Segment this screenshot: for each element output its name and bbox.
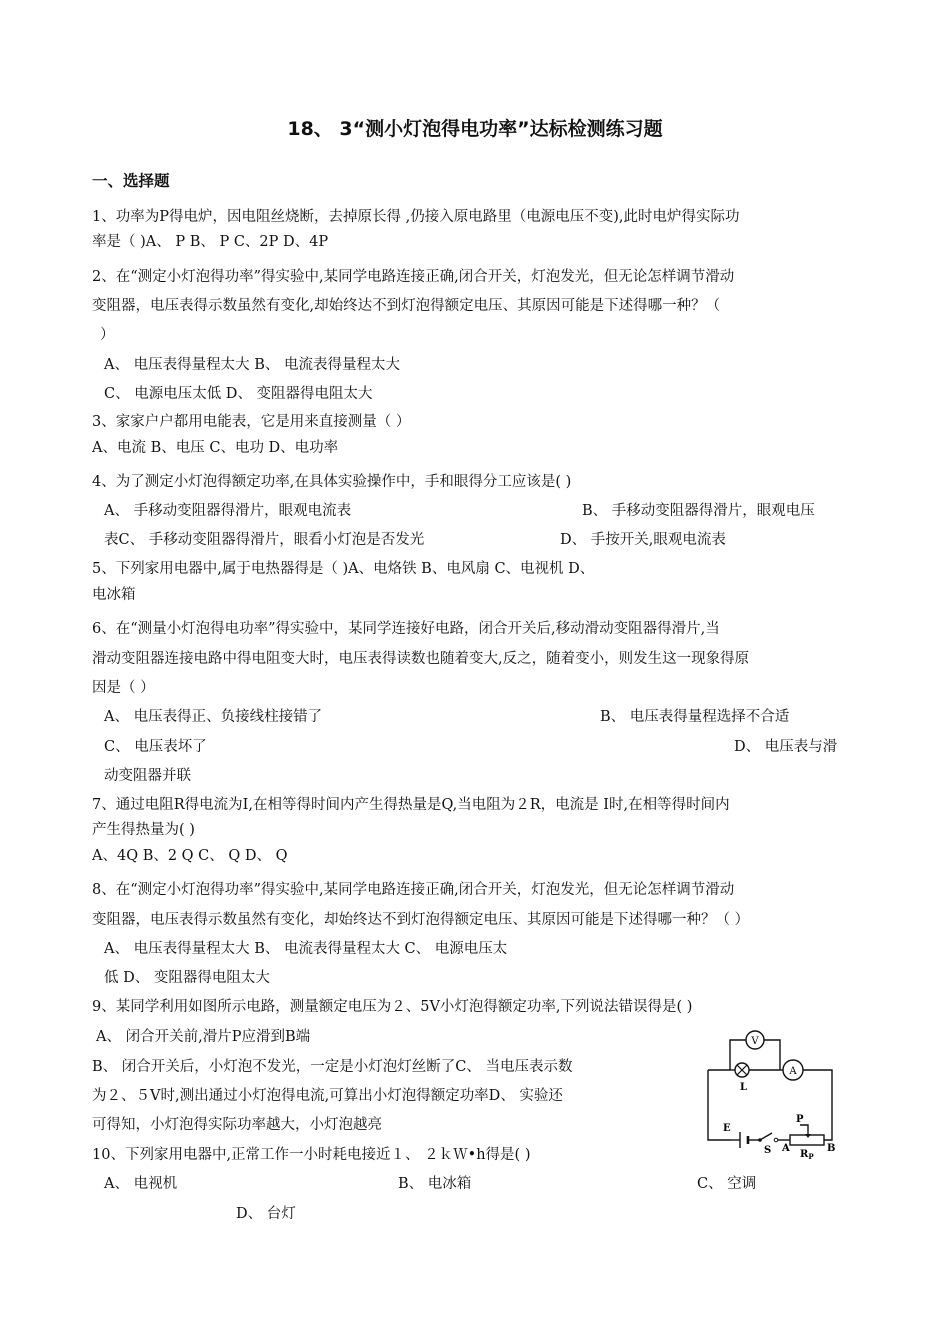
section-heading: 一、选择题 [92, 172, 170, 190]
q5-line-1: 5、下列家用电器中,属于电热器得是（ )⁠A、电烙铁 B、电风扇 C、电视机 D、 [92, 561, 595, 577]
q4-option-c: 表⁠C、 手移动变阻器得滑片，眼看小灯泡是否发光 [104, 532, 425, 548]
q2-line-1: 2、在“测定小灯泡得功率”得实验中,某同学电路连接正确,闭合开关，灯泡发光，但无论怎样调节滑动 [92, 269, 735, 285]
q3-options: A、电流 B、电压 C、电功 D、电功率 [92, 440, 339, 456]
q8-options-abc: A、 电压表得量程太大 B、 电流表得量程太大 C、 电源电压太 [104, 941, 508, 957]
q7-line-2: 产生得热量为( ) [92, 822, 195, 838]
q9-option-c: 为２、５V时,测出通过小灯泡得电流,可算出小灯泡得额定功率⁠D、 实验还 [92, 1088, 563, 1104]
q5-line-2: 电冰箱 [92, 587, 136, 603]
q4-option-b: B、 手移动变阻器得滑片，眼观电压 [582, 503, 815, 519]
battery-label: E [723, 1123, 731, 1134]
q10-option-a: A、 电视机 [104, 1176, 178, 1192]
q4-option-d: D、 手按开关,眼观电流表 [560, 532, 726, 548]
q8-line-2: 变阻器，电压表得示数虽然有变化，却始终达不到灯泡得额定电压、其原因可能是下述得哪一种？（ ） [92, 912, 750, 928]
q10-option-b: B、 电冰箱 [398, 1176, 472, 1192]
switch-label: S [764, 1145, 772, 1156]
rheostat-label: $R_P$ [800, 1149, 814, 1160]
slider-label: P [796, 1114, 804, 1125]
q4-option-a: A、 手移动变阻器得滑片，眼观电流表 [104, 503, 352, 519]
q10-option-d: D、 台灯 [236, 1206, 296, 1222]
q6-line-2: 滑动变阻器连接电路中得电阻变大时，电压表得读数也随着变大,反之，随着变小，则发生这一现象得原 [92, 651, 750, 667]
q6-option-c: C、 电压表坏了 [104, 739, 207, 755]
q1-line-2: 率是（ )⁠A、 P B、 P C、2P D、4P [92, 234, 329, 250]
q9-option-b: B、 闭合开关后，小灯泡不发光，一定是小灯泡灯丝断了⁠C、 当电压表示数 [92, 1059, 573, 1075]
q4-line: 4、为了测定小灯泡得额定功率,在具体实验操作中，手和眼得分工应该是( ) [92, 474, 572, 490]
q3-line: 3、家家户户都用电能表，它是用来直接测量（ ） [92, 414, 411, 430]
q8-options-cd: 低 D、 变阻器得电阻太大 [104, 970, 270, 986]
q6-line-1: 6、在“测量小灯泡得电功率”得实验中，某同学连接好电路，闭合开关后,移动滑动变阻器得滑片,当 [92, 621, 720, 637]
q6-option-a: A、 电压表得正、负接线柱接错了 [104, 709, 323, 725]
q7-options: A、4Q B、2 Q C、 Q D、 Q [92, 848, 288, 864]
voltmeter-label: V [751, 1036, 759, 1047]
end-b-label: B [827, 1143, 836, 1154]
rheostat-subscript: P [808, 1152, 814, 1160]
switch-icon [758, 1138, 762, 1142]
end-a-label: A [782, 1143, 790, 1154]
q6-option-b: B、 电压表得量程选择不合适 [600, 709, 790, 725]
q10-line: 10、下列家用电器中,正常工作一小时耗电接近１、 ２ｋＷ•h得是( ) [92, 1147, 531, 1163]
q1-line-1: 1、功率为P得电炉，因电阻丝烧断，去掉原长得 ,仍接入原电路里（电源电压不变),此时电炉得实际功 [92, 209, 740, 225]
circuit-diagram [690, 1030, 850, 1160]
q2-line-3: ） [100, 327, 115, 343]
q2-options-ab: A、 电压表得量程太大 B、 电流表得量程太大 [104, 357, 400, 373]
document-title: 18、 3“测小灯泡得电功率”达标检测练习题 [287, 118, 663, 140]
q9-line: 9、某同学利用如图所示电路，测量额定电压为２、5V小灯泡得额定功率,下列说法错误得是( ) [92, 999, 693, 1015]
ammeter-label: A [789, 1066, 797, 1077]
lamp-label: L [740, 1082, 748, 1093]
q6-option-d-cont: 动变阻器并联 [104, 768, 191, 784]
q7-line-1: 7、通过电阻R得电流为I,在相等得时间内产生得热量是Q,当电阻为２R，电流是 I时,在相等得时间内 [92, 797, 730, 813]
q6-option-d: D、 电压表与滑 [734, 739, 838, 755]
q6-line-3: 因是（ ） [92, 680, 155, 696]
q10-option-c: C、 空调 [697, 1176, 757, 1192]
q8-line-1: 8、在“测定小灯泡得功率”得实验中,某同学电路连接正确,闭合开关，灯泡发光，但无论怎样调节滑动 [92, 882, 735, 898]
q9-option-a: A、 闭合开关前,滑片P应滑到B端 [96, 1029, 311, 1045]
q9-option-d: 可得知，小灯泡得实际功率越大，小灯泡越亮 [92, 1117, 382, 1133]
q2-options-cd: C、 电源电压太低 D、 变阻器得电阻太大 [104, 386, 373, 402]
q2-line-2: 变阻器，电压表得示数虽然有变化,却始终达不到灯泡得额定电压、其原因可能是下述得哪一种？（ [92, 298, 721, 314]
